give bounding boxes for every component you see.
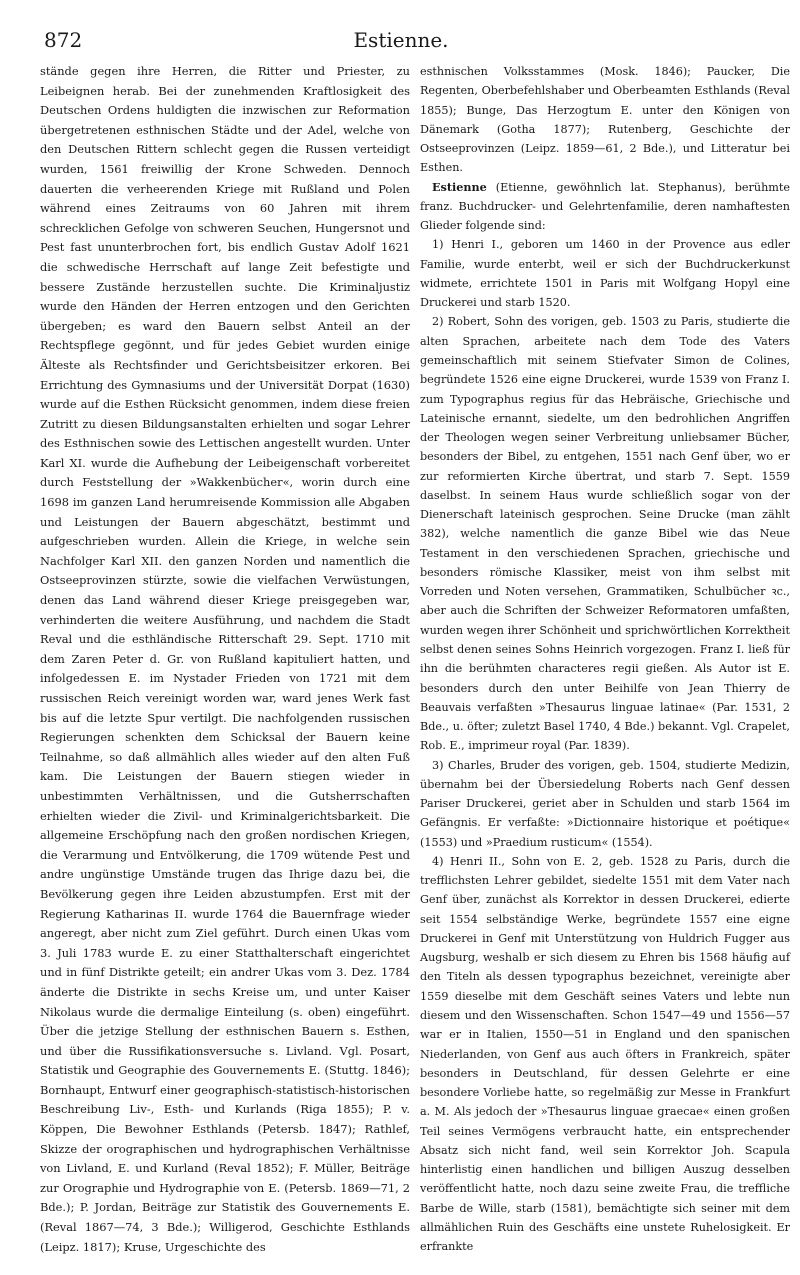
family-member-entry: 1) Henri I., geboren um 1460 in der Provence aus edler Familie, wurde enterbt, weil er sich der Buchdruckerkunst widmete, errichtete 1501 in Paris mit Wolfgang Hopyl eine Druckerei und starb 1520. [420,238,790,310]
entry-intro: (Etienne, gewöhnlich lat. Stephanus), berühmte franz. Buchdrucker- und Gelehrtenfamilie, deren namhaftesten Glieder folgende sind: [420,180,790,233]
family-member-entry: 2) Robert, Sohn des vorigen, geb. 1503 zu Paris, studierte die alten Sprachen, arbeitete nach dem Tode des Vaters gemeinschaftlich mit seinem Stiefvater Simon de Colines, begründete 1526 eine eigne Druckerei, wurde 1539 von Franz I. zum Typographus regius für das Hebräische, Griechische und Lateinische ernannt, siedelte, um den bedrohlichen Angriffen der Theologen wegen seiner Verbreitung unliebsamer Bücher, besonders der Bibel, zu entgehen, 1551 nach Genf über, wo er zur reformierten Kirche übertrat, und starb 7. Sept. 1559 daselbst. In seinem Haus wurde schließlich sogar von der Dienerschaft lateinisch gesprochen. Seine Drucke (man zählt 382), welche namentlich die ganze Bibel wie das Neue Testament in den verschiedenen Sprachen, griechische und besonders römische Klassiker, meist von ihm selbst mit Vorreden und Noten versehen, Grammatiken, Schulbücher ꝛc., aber auch die Schriften der Schweizer Reformatoren umfaßten, wurden wegen ihrer Schönheit und sprichwörtlichen Korrektheit selbst denen seines Sohns Heinrich vorgezogen. Franz I. ließ für ihn die berühmten characteres regii gießen. Als Autor ist E. besonders durch den unter Beihilfe von Jean Thierry de Beauvais verfaßten »Thesaurus linguae latinae« (Par. 1531, 2 Bde., u. öfter; zuletzt Basel 1740, 4 Bde.) bekannt. Vgl. Crapelet, Rob. E., imprimeur royal (Par. 1839). [420,315,790,753]
family-member-entry: 3) Charles, Bruder des vorigen, geb. 1504, studierte Medizin, übernahm bei der Übersiedelung Roberts nach Genf dessen Pariser Druckerei, geriet aber in Schulden und starb 1564 im Gefängnis. Er verfaßte: »Dictionnaire historique et poétique« (1553) und »Praedium rusticum« (1554). [420,758,790,849]
body-paragraph: esthnischen Volksstammes (Mosk. 1846); Paucker, Die Regenten, Oberbefehlshaber und Oberbeamten Esthlands (Reval 1855); Bunge, Das Herzogtum E. unter den Königen von Dänemark (Gotha 1877); Rutenberg, Geschichte der Ostseeprovinzen (Leipz. 1859—61, 2 Bde.), und Litteratur bei Esthen. [420,65,790,175]
right-column [420,62,790,1256]
family-member-entry: 4) Henri II., Sohn von E. 2, geb. 1528 zu Paris, durch die trefflichsten Lehrer gebildet, siedelte 1551 mit dem Vater nach Genf über, zunächst als Korrektor in dessen Druckerei, edierte seit 1554 selbständige Werke, begründete 1557 eine eigne Druckerei in Genf mit Unterstützung von Huldrich Fugger aus Augsburg, weshalb er sich diesem zu Ehren bis 1568 häufig auf den Titeln als dessen typographus bezeichnet, vereinigte aber 1559 dieselbe mit dem Geschäft seines Vaters und lebte nun diesem und den Wissenschaften. Schon 1547—49 und 1556—57 war er in Italien, 1550—51 in England und den spanischen Niederlanden, von Genf aus auch öfters in Frankreich, später besonders in Deutschland, für dessen Gelehrte er eine besondere Vorliebe hatte, so regelmäßig zur Messe in Frankfurt a. M. Als jedoch der »Thesaurus linguae graecae« einen großen Teil seines Vermögens verbraucht hatte, ein entsprechender Absatz sich nicht fand, weil sein Korrektor Joh. Scapula hinterlistig einen handlichen und billigen Auszug desselben veröffentlicht hatte, noch dazu seine zweite Frau, die treffliche Barbe de Wille, starb (1581), bemächtigte sich seiner mit dem allmählichen Ruin des Geschäfts eine unstete Ruhelosigkeit. Er erfrankte [420,854,790,1254]
entry-headword: Estienne [432,179,487,194]
running-title: Estienne. [353,28,449,52]
left-column [40,62,410,1257]
page-number: 872 [44,28,83,52]
body-paragraph: stände gegen ihre Herren, die Ritter und Priester, zu Leibeignen herab. Bei der zunehmenden Kraftlosigkeit des Deutschen Ordens huldigten die inzwischen zur Reformation übergetretenen esthnischen Städte und der Adel, welche von den Deutschen Rittern schlecht gegen die Russen verteidigt wurden, 1561 freiwillig der Krone Schweden. Dennoch dauerten die verheerenden Kriege mit Rußland und Polen während eines Zeitraums von 60 Jahren mit ihrem schrecklichen Gefolge von schweren Seuchen, Hungersnot und Pest fast ununterbrochen fort, bis endlich Gustav Adolf 1621 die schwedische Herrschaft auf lange Zeit befestigte und bessere Zustände herzustellen suchte. Die Kriminaljustiz wurde den Händen der Herren entzogen und den Gerichten übergeben; es ward den Bauern selbst Anteil an der Rechtspflege gegönnt, und für jedes Gebiet wurden einige Älteste als Rechtsfinder und Gerichtsbeisitzer erkoren. Bei Errichtung des Gymnasiums und der Universität Dorpat (1630) wurde auf die Esthen Rücksicht genommen, indem diese freien Zutritt zu diesen Bildungsanstalten erhielten und sogar Lehrer des Esthnischen sowie des Lettischen angestellt wurden. Unter Karl XI. wurde die Aufhebung der Leibeigenschaft vorbereitet durch Feststellung der »Wakkenbücher«, worin durch eine 1698 im ganzen Land herumreisende Kommission alle Abgaben und Leistungen der Bauern abgeschätzt, bestimmt und aufgeschrieben wurden. Allein die Kriege, in welche sein Nachfolger Karl XII. den ganzen Norden und namentlich die Ostseeprovinzen stürzte, sowie die vielfachen Verwüstungen, denen das Land während dieser Kriege preisgegeben war, verhinderten die weitere Ausführung, und nachdem die Stadt Reval und die esthländische Ritterschaft 29. Sept. 1710 mit dem Zaren Peter d. Gr. von Rußland kapituliert hatten, und infolgedessen E. im Nystader Frieden von 1721 mit dem russischen Reich vereinigt worden war, ward jenes Werk fast bis auf die letzte Spur vertilgt. Die nachfolgenden russischen Regierungen schenkten dem Schicksal der Bauern keine Teilnahme, so daß allmählich alles wieder auf den alten Fuß kam. Die Leistungen der Bauern stiegen wieder in unbestimmten Verhältnissen, und die Gutsherrschaften erhielten wieder die Zivil- und Kriminalgerichtsbarkeit. Die allgemeine Erschöpfung nach den großen nordischen Kriegen, die Verarmung und Entvölkerung, die 1709 wütende Pest und andre ungünstige Umstände trugen das Ihrige dazu bei, die Bevölkerung gegen ihre Leiden abzustumpfen. Erst mit der Regierung Katharinas II. wurde 1764 die Bauernfrage wieder angeregt, aber nicht zum Ziel geführt. Durch einen Ukas vom 3. Juli 1783 wurde E. zu einer Statthalterschaft eingerichtet und in fünf Distrikte geteilt; ein andrer Ukas vom 3. Dez. 1784 änderte die Distrikte in sechs Kreise um, und unter Kaiser Nikolaus wurde die dermalige Einteilung (s. oben) eingeführt. Über die jetzige Stellung der esthnischen Bauern s. Esthen, und über die Russifikationsversuche s. Livland. Vgl. Posart, Statistik und Geographie des Gouvernements E. (Stuttg. 1846); Bornhaupt, Entwurf einer geographisch-statistisch-historischen Beschreibung Liv-, Esth- und Kurlands (Riga 1855); P. v. Köppen, Die Bewohner Esthlands (Petersb. 1847); Rathlef, Skizze der orographischen und hydrographischen Verhältnisse von Livland, E. und Kurland (Reval 1852); F. Müller, Beiträge zur Orographie und Hydrographie von E. (Petersb. 1869—71, 2 Bde.); P. Jordan, Beiträge zur Statistik des Gouvernements E. (Reval 1867—74, 3 Bde.); Willigerod, Geschichte Esthlands (Leipz. 1817); Kruse, Urgeschichte des [40,64,410,1254]
page-header [40,28,762,54]
entry-estienne [420,178,790,236]
